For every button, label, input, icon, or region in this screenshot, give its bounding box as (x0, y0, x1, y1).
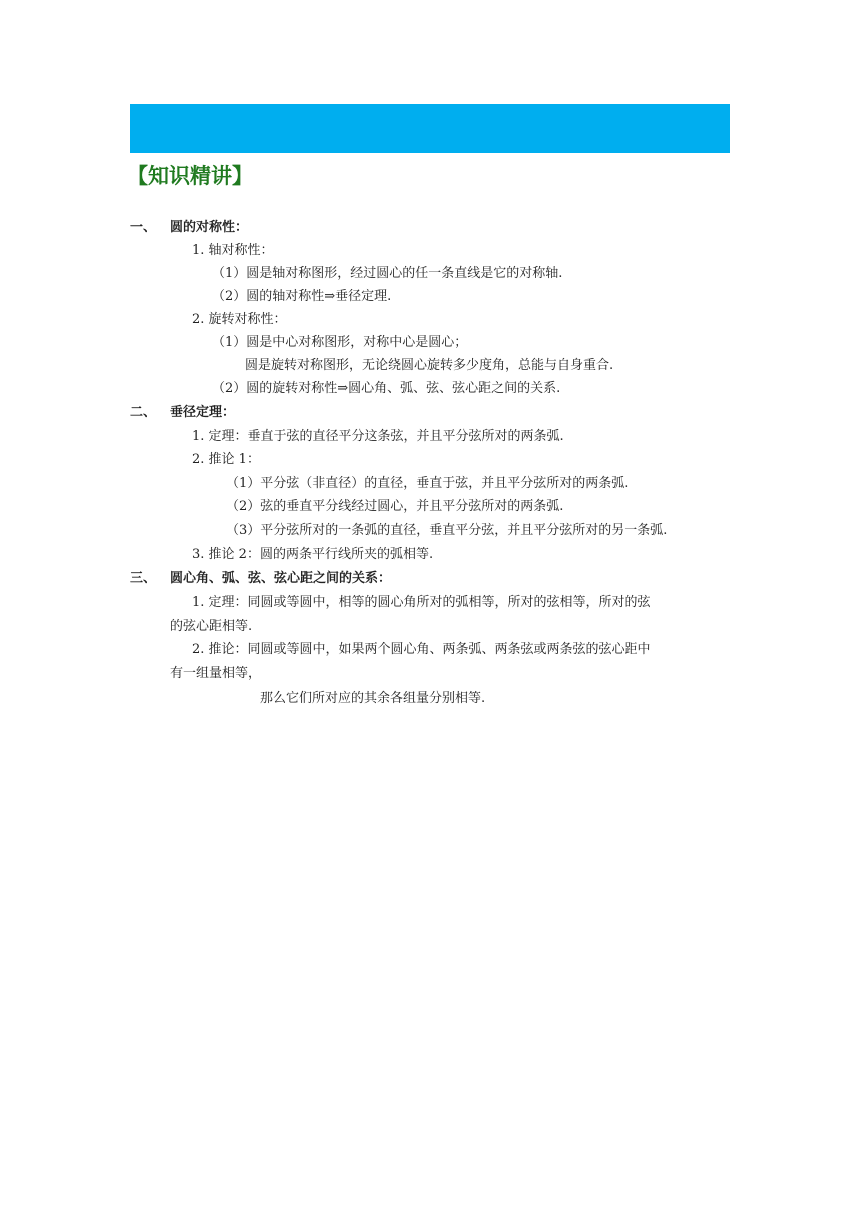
list-item: 1. 定理：同圆或等圆中，相等的圆心角所对的弧相等，所对的弦相等，所对的弦 (192, 595, 651, 610)
section-title (130, 570, 391, 588)
section-number: 一、 (130, 220, 157, 235)
section-number: 三、 (130, 571, 157, 586)
list-item: （1）圆是轴对称图形，经过圆心的任一条直线是它的对称轴. (212, 266, 563, 281)
section-title (130, 219, 248, 237)
list-item: 的弦心距相等. (170, 619, 253, 634)
section-number: 二、 (130, 405, 157, 420)
list-item: （2）弦的垂直平分线经过圆心，并且平分弦所对的两条弧. (226, 499, 564, 514)
list-item: 那么它们所对应的其余各组量分别相等. (260, 691, 486, 706)
section-title-text: 圆心角、弧、弦、弦心距之间的关系： (170, 571, 392, 586)
list-item: 2. 旋转对称性： (192, 312, 287, 327)
section-title-text: 圆的对称性： (170, 220, 249, 235)
list-item: 圆是旋转对称图形，无论绕圆心旋转多少度角，总能与自身重合. (245, 358, 614, 373)
list-item: 3. 推论 2：圆的两条平行线所夹的弧相等. (192, 547, 434, 562)
header-banner (130, 104, 730, 153)
list-item: 1. 轴对称性： (192, 243, 274, 258)
section-title (130, 404, 235, 422)
list-item: 有一组量相等， (170, 666, 262, 681)
list-item: （3）平分弦所对的一条弧的直径，垂直平分弦，并且平分弦所对的另一条弧. (226, 523, 668, 538)
list-item: （1）圆是中心对称图形，对称中心是圆心； (212, 335, 468, 350)
list-item: （2）圆的旋转对称性⇒圆心角、弧、弦、弦心距之间的关系. (212, 381, 561, 396)
list-item: 2. 推论 1： (192, 452, 260, 467)
list-item: （2）圆的轴对称性⇒垂径定理. (212, 289, 392, 304)
section-title-text: 垂径定理： (170, 405, 236, 420)
list-item: （1）平分弦（非直径）的直径，垂直于弦，并且平分弦所对的两条弧. (226, 476, 629, 491)
page-heading: 【知识精讲】 (127, 164, 253, 188)
list-item: 1. 定理：垂直于弦的直径平分这条弦，并且平分弦所对的两条弧. (192, 429, 564, 444)
list-item: 2. 推论：同圆或等圆中，如果两个圆心角、两条弧、两条弦或两条弦的弦心距中 (192, 642, 651, 657)
